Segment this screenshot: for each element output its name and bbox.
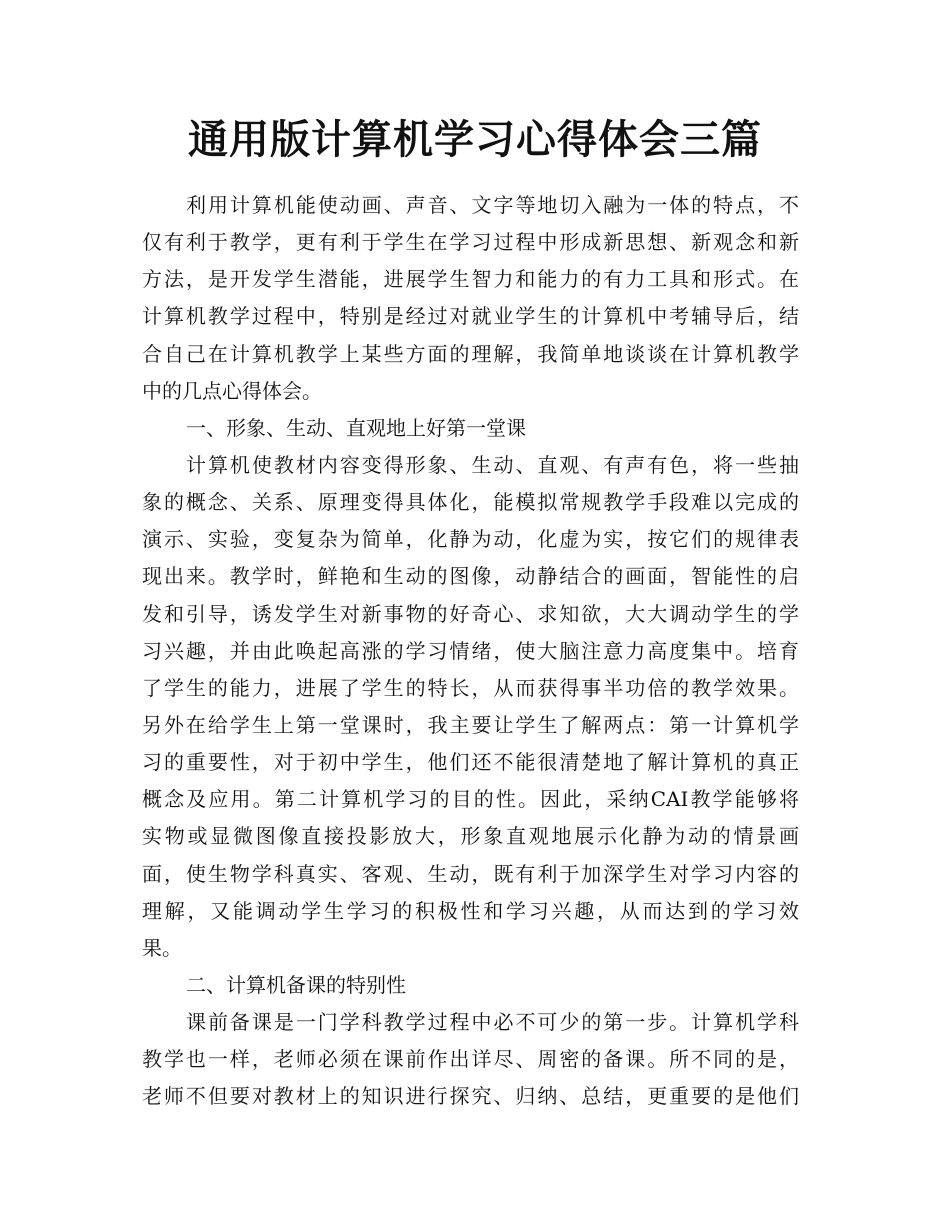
text-line: 实物或显微图像直接投影放大，形象直观地展示化静为动的情景画 [142,824,799,849]
text-line: 老师不但要对教材上的知识进行探究、归纳、总结，更重要的是他们 [142,1084,799,1109]
text-line: 计算机使教材内容变得形象、生动、直观、有声有色，将一些抽 [186,452,799,477]
document-title: 通用版计算机学习心得体会三篇 [188,116,762,163]
text-line: 仅有利于教学，更有利于学生在学习过程中形成新思想、新观念和新 [142,230,799,255]
text-line: 课前备课是一门学科教学过程中必不可少的第一步。计算机学科 [186,1010,799,1035]
text-line: 方法，是开发学生潜能，进展学生智力和能力的有力工具和形式。在 [142,267,799,292]
text-line: 面，使生物学科真实、客观、生动，既有利于加深学生对学习内容的 [142,861,799,886]
text-line: 现出来。教学时，鲜艳和生动的图像，动静结合的画面，智能性的启 [142,564,799,589]
text-line: 象的概念、关系、原理变得具体化，能模拟常规教学手段难以完成的 [142,490,799,515]
text-line: 计算机教学过程中，特别是经过对就业学生的计算机中考辅导后，结 [142,304,799,329]
text-line: 另外在给学生上第一堂课时，我主要让学生了解两点：第一计算机学 [142,712,799,737]
text-line: 利用计算机能使动画、声音、文字等地切入融为一体的特点，不 [186,193,799,217]
text-line: 二、计算机备课的特别性 [186,972,406,997]
text-line: 了学生的能力，进展了学生的特长，从而获得事半功倍的教学效果。 [142,675,799,700]
text-line: 演示、实验，变复杂为简单，化静为动，化虚为实，按它们的规律表 [142,527,799,552]
text-line: 习兴趣，并由此唤起高涨的学习情绪，使大脑注意力高度集中。培育 [142,638,799,663]
text-line: 合自己在计算机教学上某些方面的理解，我简单地谈谈在计算机教学 [142,341,799,366]
text-line: 概念及应用。第二计算机学习的目的性。因此，采纳CAI教学能够将 [142,787,799,812]
text-line: 一、形象、生动、直观地上好第一堂课 [186,415,526,440]
text-line: 中的几点心得体会。 [142,378,322,403]
text-line: 理解，又能调动学生学习的积极性和学习兴趣，从而达到的学习效 [142,898,799,923]
text-line: 习的重要性，对于初中学生，他们还不能很清楚地了解计算机的真正 [142,750,799,775]
document-body [142,187,799,1116]
text-line: 果。 [142,935,182,960]
text-line: 教学也一样，老师必须在课前作出详尽、周密的备课。所不同的是， [142,1047,799,1072]
text-line: 发和引导，诱发学生对新事物的好奇心、求知欲，大大调动学生的学 [142,601,799,626]
